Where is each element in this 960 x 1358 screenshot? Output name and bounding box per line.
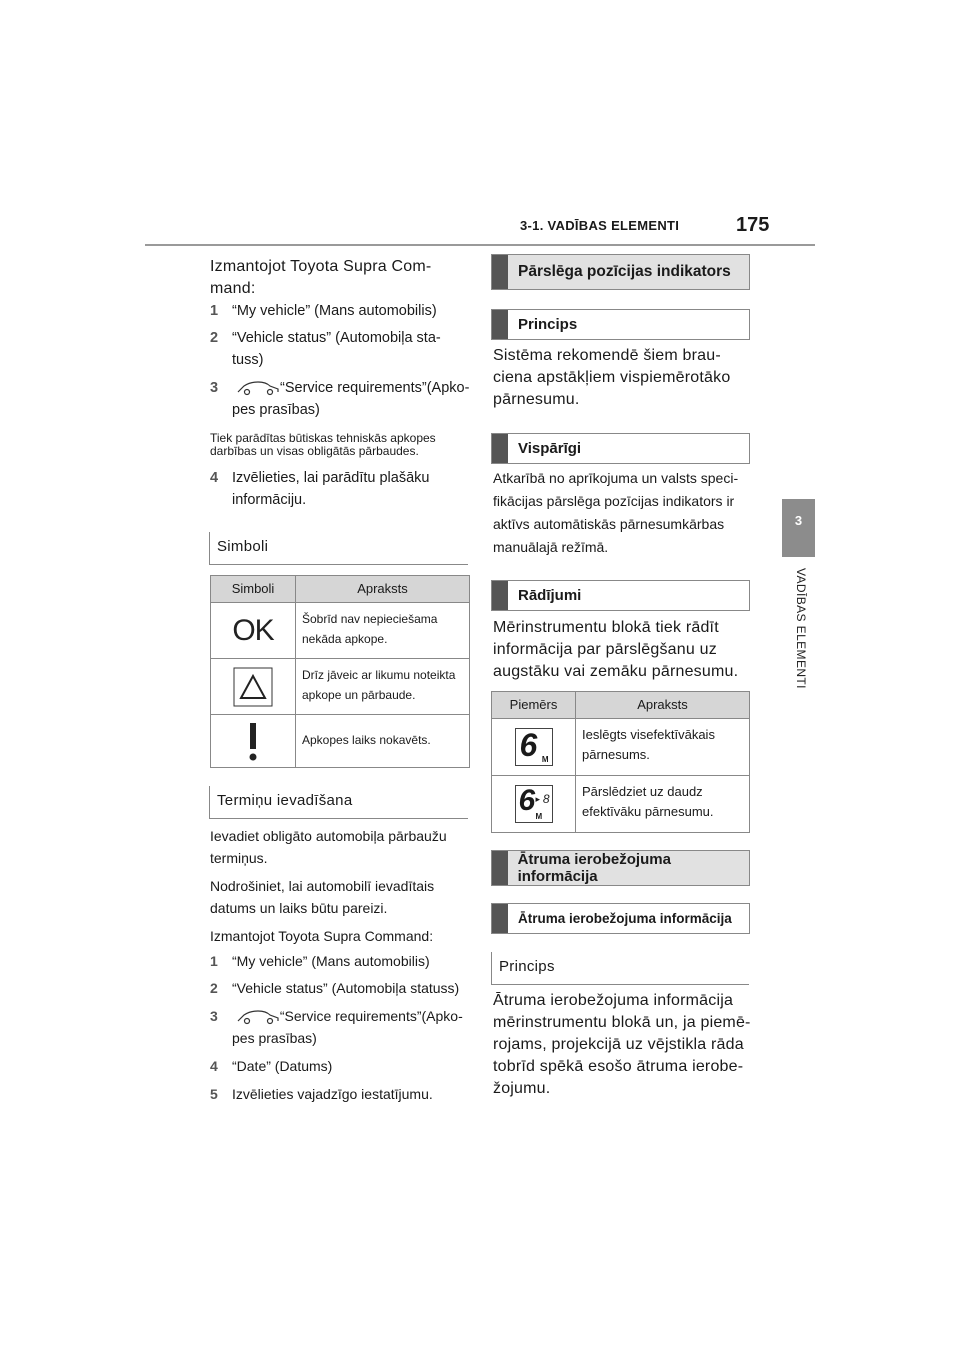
symbols-heading: Simboli: [210, 532, 468, 565]
car-icon: [236, 380, 280, 396]
subheading-displays: Rādījumi: [491, 580, 750, 611]
section-heading-speed-limit: Ātruma ierobežojuma informācija: [491, 850, 750, 886]
table-row: OK Šobrīd nav nepieciešama nekāda apkope.: [211, 603, 469, 659]
speed-text: Ātruma ierobežojuma informācija mērinstrumentu blokā un, ja piemē- rojams, projekcijā uz vējstikla rāda tobrīd spēkā esošo ātruma ierobe- žojumu.: [493, 992, 751, 1097]
note-text: Tiek parādītas būtiskas tehniskās apkopes darbības un visas obligātās pārbaudes.: [210, 431, 436, 458]
ok-icon: OK: [232, 613, 274, 647]
list-item: 4 “Date” (Datums): [210, 1058, 333, 1074]
table-row: 6 ▸ 8 M Pārslēdziet uz daudz efektīvāku pārnesumu.: [492, 776, 749, 832]
car-icon: [236, 1009, 280, 1025]
table-row: Drīz jāveic ar likumu noteikta apkope un pārbaude.: [211, 659, 469, 715]
list-item: 3 “Service requirements”(Apko-: [210, 380, 470, 396]
list-item: 5 Izvēlieties vajadzīgo iestatījumu.: [210, 1086, 433, 1102]
subheading-speed-limit: Ātruma ierobežojuma informācija: [491, 903, 750, 934]
exclamation-icon: [243, 721, 263, 763]
section-title: 3-1. VADĪBAS ELEMENTI: [520, 218, 680, 233]
header-rule: [145, 244, 815, 246]
principle-heading: Princips: [492, 952, 749, 985]
section-heading-gear-indicator: Pārslēga pozīcijas indikators: [491, 254, 750, 290]
heading-left-rule: [209, 532, 210, 565]
displays-text: Mērinstrumentu blokā tiek rādīt informācija par pārslēgšanu uz augstāku vai zemāku pārnesumu.: [493, 619, 739, 680]
heading-left-rule: [491, 952, 492, 985]
list-item: 2 “Vehicle status” (Automobiļa statuss): [210, 980, 460, 996]
symbols-table: [210, 575, 470, 768]
subheading-principle: Princips: [491, 309, 750, 340]
principle-text: Sistēma rekomendē šiem brau- ciena apstākļiem vispiemērotāko pārnesumu.: [493, 347, 731, 408]
list-item: 1 “My vehicle” (Mans automobilis): [210, 303, 437, 319]
dates-text: Ievadiet obligāto automobiļa pārbaužu termiņus. Nodrošiniet, lai automobilī ievadītais datums un laiks būtu pareizi. Izmantojot Toyota Supra Command: 1 “My vehicle” (Mans automobilis) 2 “Vehicle status” (Automobiļa statuss) 3 “Service requirements”(Apko- pes prasības) 4 “Date” (Datums) 5 Izvēlieties vajadzīgo iestatījumu.: [210, 825, 472, 1105]
list-item: 3 “Service requirements”(Apko-: [210, 1008, 463, 1024]
general-text: Atkarībā no aprīkojuma un valsts speci- fikācijas pārslēga pozīcijas indikators ir aktīvs automātiskās pārnesumkārbas manuālajā režīmā.: [493, 470, 739, 555]
chapter-tab: 3: [782, 499, 815, 557]
gear-table: [491, 691, 750, 833]
table-row: Apkopes laiks nokavēts.: [211, 715, 469, 768]
table-header: Simboli Apraksts: [211, 576, 469, 603]
chapter-label: VADĪBAS ELEMENTI: [794, 568, 808, 689]
table-header: Piemērs Apraksts: [492, 692, 749, 719]
intro-text: Izmantojot Toyota Supra Com- mand:: [210, 258, 432, 297]
list-item: 2 “Vehicle status” (Automobiļa sta-: [210, 330, 441, 346]
subheading-general: Vispārīgi: [491, 433, 750, 464]
heading-left-rule: [209, 786, 210, 819]
dates-heading: Termiņu ievadīšana: [210, 786, 468, 819]
list-item: 4 Izvēlieties, lai parādītu plašāku informāciju.: [210, 470, 430, 508]
table-row: 6 M Ieslēgts visefektīvākais pārnesums.: [492, 719, 749, 776]
warning-triangle-icon: [233, 667, 273, 707]
page-number: 175: [736, 214, 770, 236]
list-item: 1 “My vehicle” (Mans automobilis): [210, 953, 430, 969]
gear-upshift-icon: 6 ▸ 8 M: [515, 785, 553, 823]
gear-indicator-icon: 6 M: [515, 728, 553, 766]
steps-list-1: 1 “My vehicle” (Mans automobilis) 2 “Vehicle status” (Automobiļa sta- tuss) 3 “Service requirements”(Apko- pes prasības): [210, 300, 470, 421]
